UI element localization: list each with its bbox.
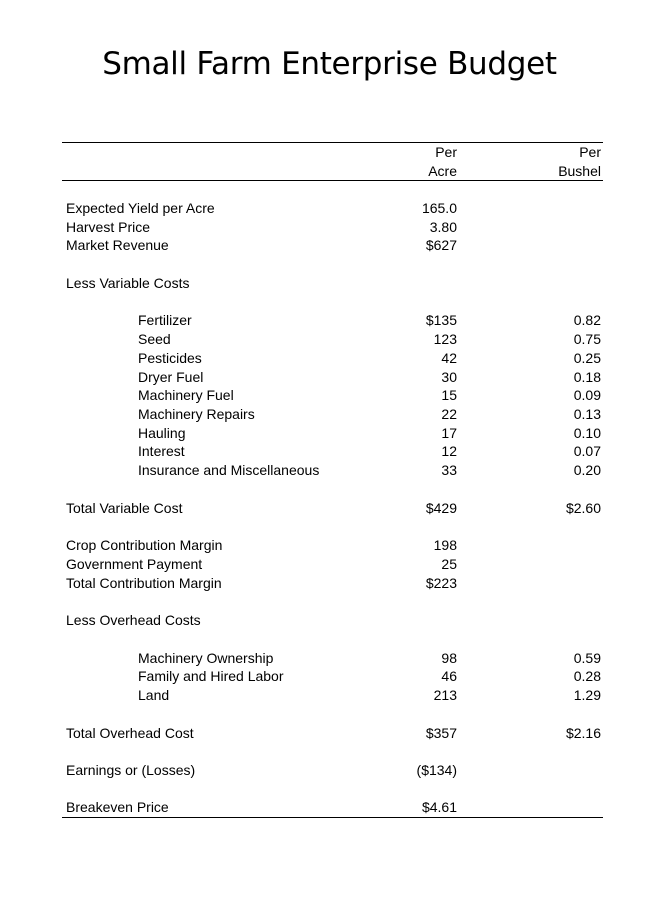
table-row (0, 199, 659, 218)
table-row (0, 368, 659, 387)
table-row (0, 724, 659, 743)
row-label: Harvest Price (66, 219, 151, 235)
per-bushel-header-line2: Bushel (558, 163, 601, 179)
table-row (0, 349, 659, 368)
per-bushel-value: 0.18 (573, 369, 601, 385)
per-acre-value: 123 (433, 331, 457, 347)
table-row (0, 499, 659, 518)
row-label: Machinery Fuel (138, 387, 234, 403)
per-acre-value: $357 (425, 725, 457, 741)
table-row (0, 611, 659, 630)
row-label: Machinery Repairs (138, 406, 255, 422)
per-acre-value: 42 (441, 350, 457, 366)
row-label: Total Contribution Margin (66, 575, 222, 591)
per-bushel-value: $2.60 (565, 500, 601, 516)
per-bushel-value: 0.25 (573, 350, 601, 366)
table-row (0, 424, 659, 443)
table-row (0, 686, 659, 705)
per-bushel-value: 0.10 (573, 425, 601, 441)
row-label: Total Overhead Cost (66, 725, 194, 741)
per-acre-value: 165.0 (421, 200, 457, 216)
per-acre-value: $627 (425, 237, 457, 253)
per-acre-value: ($134) (416, 762, 457, 778)
table-row (0, 667, 659, 686)
per-acre-value: 22 (441, 406, 457, 422)
per-bushel-header-line1: Per (579, 144, 601, 160)
row-label: Government Payment (66, 556, 203, 572)
per-bushel-header (558, 143, 601, 181)
row-label: Breakeven Price (66, 799, 169, 815)
table-row (0, 536, 659, 555)
table-row (0, 274, 659, 293)
row-label: Less Overhead Costs (66, 612, 201, 628)
per-bushel-value: 0.07 (573, 443, 601, 459)
per-bushel-value: 0.82 (573, 312, 601, 328)
per-acre-value: $429 (425, 500, 457, 516)
per-bushel-value: 0.20 (573, 462, 601, 478)
per-bushel-value: 0.59 (573, 650, 601, 666)
per-acre-header-line2: Acre (428, 163, 457, 179)
per-bushel-value: 0.28 (573, 668, 601, 684)
table-bottom-rule (62, 817, 603, 818)
table-row (0, 236, 659, 255)
row-label: Market Revenue (66, 237, 169, 253)
row-label: Earnings or (Losses) (66, 762, 196, 778)
row-label: Seed (138, 331, 171, 347)
table-row (0, 574, 659, 593)
table-row (0, 555, 659, 574)
per-acre-value: $135 (425, 312, 457, 328)
table-top-rule (62, 142, 603, 143)
table-row (0, 311, 659, 330)
page-title: Small Farm Enterprise Budget (102, 46, 557, 82)
row-label: Pesticides (138, 350, 202, 366)
per-acre-value: $223 (425, 575, 457, 591)
row-label: Crop Contribution Margin (66, 537, 223, 553)
table-row (0, 330, 659, 349)
row-label: Less Variable Costs (66, 275, 190, 291)
row-label: Insurance and Miscellaneous (138, 462, 320, 478)
per-acre-value: 33 (441, 462, 457, 478)
header-bottom-rule (62, 180, 603, 181)
table-row (0, 761, 659, 780)
per-acre-value: 17 (441, 425, 457, 441)
per-bushel-value: 0.09 (573, 387, 601, 403)
table-row (0, 442, 659, 461)
row-label: Family and Hired Labor (138, 668, 284, 684)
per-bushel-value: 0.75 (573, 331, 601, 347)
row-label: Total Variable Cost (66, 500, 183, 516)
per-acre-value: 198 (433, 537, 457, 553)
table-row (0, 461, 659, 480)
per-acre-value: 12 (441, 443, 457, 459)
table-row (0, 405, 659, 424)
table-row (0, 649, 659, 668)
per-bushel-value: 0.13 (573, 406, 601, 422)
per-acre-value: $4.61 (421, 799, 457, 815)
per-acre-value: 3.80 (429, 219, 457, 235)
per-acre-value: 213 (433, 687, 457, 703)
per-bushel-value: 1.29 (573, 687, 601, 703)
per-acre-value: 30 (441, 369, 457, 385)
table-row (0, 218, 659, 237)
row-label: Machinery Ownership (138, 650, 274, 666)
per-acre-header (428, 143, 457, 181)
per-acre-header-line1: Per (435, 144, 457, 160)
per-acre-value: 98 (441, 650, 457, 666)
row-label: Expected Yield per Acre (66, 200, 215, 216)
table-row (0, 386, 659, 405)
row-label: Interest (138, 443, 185, 459)
per-acre-value: 15 (441, 387, 457, 403)
per-bushel-value: $2.16 (565, 725, 601, 741)
table-row (0, 798, 659, 817)
per-acre-value: 25 (441, 556, 457, 572)
row-label: Dryer Fuel (138, 369, 204, 385)
row-label: Hauling (138, 425, 186, 441)
row-label: Fertilizer (138, 312, 192, 328)
row-label: Land (138, 687, 170, 703)
per-acre-value: 46 (441, 668, 457, 684)
